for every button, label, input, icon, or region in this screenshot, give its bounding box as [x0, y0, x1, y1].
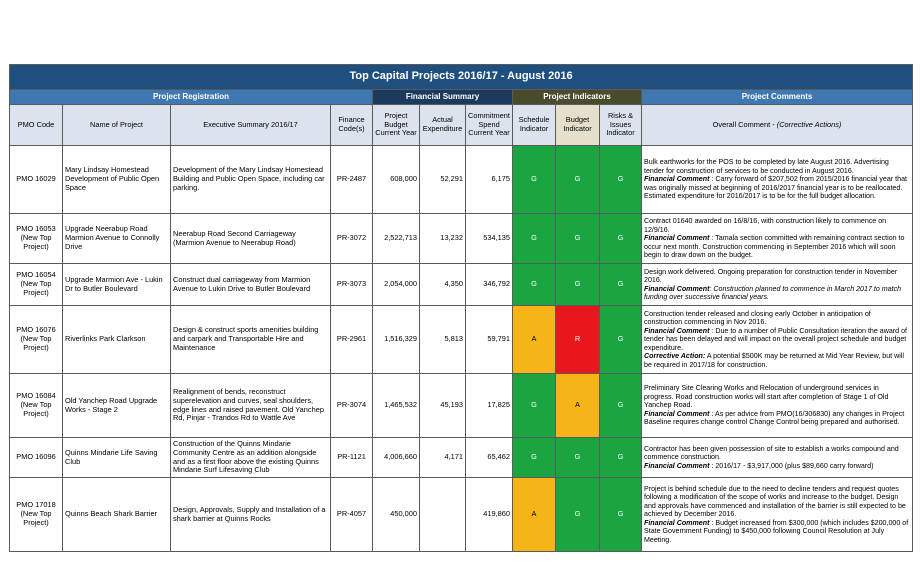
- comment-financial: [644, 327, 910, 353]
- risks-indicator: G: [600, 306, 642, 374]
- pmo-code: PMO 16054 (New Top Project): [10, 264, 63, 306]
- table-row: [10, 146, 913, 214]
- project-name: Quinns Mindarie Life Saving Club: [63, 438, 171, 478]
- project-name: Old Yanchep Road Upgrade Works - Stage 2: [63, 374, 171, 438]
- overall-comment: [642, 438, 913, 478]
- financial-comment-label: Financial Comment: [644, 234, 710, 243]
- budget-indicator: R: [556, 306, 600, 374]
- commitment-spend: 419,860: [466, 478, 513, 552]
- project-rows: [10, 146, 913, 552]
- schedule-indicator: A: [513, 478, 556, 552]
- pmo-code: PMO 16084 (New Top Project): [10, 374, 63, 438]
- commitment-spend: 17,825: [466, 374, 513, 438]
- col-schedule-indicator: Schedule Indicator: [513, 105, 556, 146]
- financial-comment-label: Financial Comment: [644, 518, 710, 527]
- budget-indicator: G: [556, 478, 600, 552]
- executive-summary: Construction of the Quinns Mindarie Community Centre as an addition alongside and as a first floor above the existing Quinns Mindarie Surf Lifesaving Club: [171, 438, 331, 478]
- col-commitment-spend: Commitment Spend Current Year: [466, 105, 513, 146]
- budget-indicator: A: [556, 374, 600, 438]
- finance-code: PR-3072: [331, 214, 373, 264]
- financial-comment-label: Financial Comment: [644, 175, 710, 184]
- actual-expenditure: 5,813: [420, 306, 466, 374]
- col-project-budget: Project Budget Current Year: [373, 105, 420, 146]
- budget-indicator: G: [556, 214, 600, 264]
- comment-financial: [644, 410, 910, 427]
- group-project-registration: Project Registration: [10, 90, 373, 105]
- financial-comment-label: Financial Comment: [644, 326, 710, 335]
- project-name: Upgrade Marmion Ave - Lukin Dr to Butler Boulevard: [63, 264, 171, 306]
- financial-comment-text: : Budget increased from $300,000 (which includes $200,000 of State Government Funding) to $450,000 following Council Resolution at July Meeting.: [644, 518, 909, 544]
- project-budget: 1,465,532: [373, 374, 420, 438]
- pmo-code: PMO 17018 (New Top Project): [10, 478, 63, 552]
- table-row: [10, 438, 913, 478]
- corrective-actions-label: (Corrective Actions): [776, 119, 842, 129]
- project-budget: 450,000: [373, 478, 420, 552]
- pmo-code: PMO 16096: [10, 438, 63, 478]
- col-overall-comment: [642, 105, 913, 146]
- overall-comment: [642, 478, 913, 552]
- overall-comment: [642, 264, 913, 306]
- schedule-indicator: G: [513, 438, 556, 478]
- financial-comment-label: Financial Comment: [644, 461, 710, 470]
- risks-indicator: G: [600, 146, 642, 214]
- comment-progress: Contract 01640 awarded on 16/8/16, with construction likely to commence on 12/9/16.: [644, 217, 887, 234]
- finance-code: PR-2487: [331, 146, 373, 214]
- commitment-spend: 65,462: [466, 438, 513, 478]
- col-project-name: Name of Project: [63, 105, 171, 146]
- finance-code: PR-3073: [331, 264, 373, 306]
- comment-progress: Preliminary Site Clearing Works and Relocation of underground services in progress. Road construction works will start after completion of Stage 1 of Old Yanchep Road.: [644, 384, 889, 410]
- comment-progress: Contractor has been given possession of site to establish a works compound and commence construction.: [644, 444, 899, 462]
- schedule-indicator: A: [513, 306, 556, 374]
- executive-summary: Realignment of bends, reconstruct superelevation and curves, seal shoulders, edge lines and raised pavement. Old Yanchep Rd, Pinjar - Trandos Rd to Wattle Ave: [171, 374, 331, 438]
- financial-comment-italic: : Construction planned to commence in March 2017 to match funding over successive financial years.: [644, 284, 902, 301]
- group-financial-summary: Financial Summary: [373, 90, 513, 105]
- budget-indicator: G: [556, 438, 600, 478]
- col-budget-indicator: Budget Indicator: [556, 105, 600, 146]
- corrective-action-text: A potential $500K may be returned at Mid Year Review, but will be required in 2017/18 for construction.: [644, 352, 904, 369]
- finance-code: PR-2961: [331, 306, 373, 374]
- executive-summary: Design, Approvals, Supply and Installation of a shark barrier at Quinns Rocks: [171, 478, 331, 552]
- executive-summary: Development of the Mary Lindsay Homestead Building and Public Open Space, including car parking.: [171, 146, 331, 214]
- actual-expenditure: 45,193: [420, 374, 466, 438]
- schedule-indicator: G: [513, 264, 556, 306]
- risks-indicator: G: [600, 438, 642, 478]
- corrective-action-label: Corrective Action:: [644, 352, 706, 361]
- comment-progress: Design work delivered. Ongoing preparation for construction tender in November 2016.: [644, 267, 898, 284]
- overall-comment: [642, 214, 913, 264]
- commitment-spend: 59,791: [466, 306, 513, 374]
- finance-code: PR-3074: [331, 374, 373, 438]
- group-project-comments: Project Comments: [642, 90, 913, 105]
- finance-code: PR-4057: [331, 478, 373, 552]
- report-title: Top Capital Projects 2016/17 - August 2016: [10, 65, 913, 90]
- comment-financial: [644, 462, 910, 471]
- comment-progress: Project is behind schedule due to the need to decline tenders and request quotes following a modification of the scope of works and increase to the budget. Design and approvals have commenced and installation of the barrier is still expected to be achieved by December 2016.: [644, 484, 906, 519]
- commitment-spend: 534,135: [466, 214, 513, 264]
- comment-financial: [644, 519, 910, 545]
- table-row: [10, 306, 913, 374]
- risks-indicator: G: [600, 264, 642, 306]
- pmo-code: PMO 16053 (New Top Project): [10, 214, 63, 264]
- financial-comment-text: : Due to a number of Public Consultation iteration the award of tender has been delayed and will impact on the overall project schedule and budget expenditure.: [644, 326, 907, 352]
- financial-comment-text: : 2016/17 - $3,917,000 (plus $89,660 carry forward): [709, 461, 874, 470]
- schedule-indicator: G: [513, 214, 556, 264]
- actual-expenditure: 4,350: [420, 264, 466, 306]
- table-row: [10, 214, 913, 264]
- actual-expenditure: [420, 478, 466, 552]
- capital-projects-table: [9, 64, 913, 552]
- finance-code: PR-1121: [331, 438, 373, 478]
- project-budget: 2,522,713: [373, 214, 420, 264]
- project-name: Riverlinks Park Clarkson: [63, 306, 171, 374]
- risks-indicator: G: [600, 374, 642, 438]
- project-budget: 4,006,660: [373, 438, 420, 478]
- budget-indicator: G: [556, 146, 600, 214]
- executive-summary: Construct dual carriageway from Marmion Avenue to Lukin Drive to Butler Boulevard: [171, 264, 331, 306]
- col-finance-code: Finance Code(s): [331, 105, 373, 146]
- col-actual-expenditure: Actual Expenditure: [420, 105, 466, 146]
- overall-comment: [642, 374, 913, 438]
- schedule-indicator: G: [513, 374, 556, 438]
- group-project-indicators: Project Indicators: [513, 90, 642, 105]
- comment-progress: Bulk earthworks for the POS to be completed by late August 2016. Advertising tender for construction of services to be conducted in August 2016.: [644, 158, 889, 175]
- executive-summary: Design & construct sports amenities building and carpark and Transportable Hire and Maintenance: [171, 306, 331, 374]
- overall-comment: [642, 306, 913, 374]
- comment-progress: Construction tender released and closing early October in anticipation of construction commencing in Nov 2016.: [644, 309, 871, 327]
- actual-expenditure: 4,171: [420, 438, 466, 478]
- table-row: [10, 478, 913, 552]
- comment-financial: [644, 175, 910, 201]
- project-name: Quinns Beach Shark Barrier: [63, 478, 171, 552]
- executive-summary: Neerabup Road Second Carriageway (Marmion Avenue to Neerabup Road): [171, 214, 331, 264]
- overall-comment: [642, 146, 913, 214]
- project-name: Mary Lindsay Homestead Development of Public Open Space: [63, 146, 171, 214]
- budget-indicator: G: [556, 264, 600, 306]
- actual-expenditure: 13,232: [420, 214, 466, 264]
- risks-indicator: G: [600, 214, 642, 264]
- overall-comment-label: Overall Comment -: [712, 119, 777, 129]
- table-row: [10, 374, 913, 438]
- project-name: Upgrade Neerabup Road Marmion Avenue to Connolly Drive: [63, 214, 171, 264]
- comment-corrective: [644, 352, 910, 369]
- risks-indicator: G: [600, 478, 642, 552]
- financial-comment-text: : As per advice from PMO(16/306830) any changes in Project Baseline requires change control Change Control being prepared and authorised.: [644, 409, 905, 427]
- comment-financial: [644, 234, 910, 260]
- col-risks-indicator: Risks & Issues Indicator: [600, 105, 642, 146]
- financial-comment-label: Financial Comment: [644, 284, 710, 293]
- pmo-code: PMO 16029: [10, 146, 63, 214]
- schedule-indicator: G: [513, 146, 556, 214]
- project-budget: 1,516,329: [373, 306, 420, 374]
- commitment-spend: 6,175: [466, 146, 513, 214]
- table-row: [10, 264, 913, 306]
- comment-financial: [644, 285, 910, 302]
- financial-comment-text: : Tamala section committed with remaining contract section to occur next month. Construction commencing in September 2016 which will soon begin to draw down on the budget.: [644, 234, 905, 260]
- project-budget: 2,054,000: [373, 264, 420, 306]
- actual-expenditure: 52,291: [420, 146, 466, 214]
- col-pmo-code: PMO Code: [10, 105, 63, 146]
- commitment-spend: 346,792: [466, 264, 513, 306]
- financial-comment-label: Financial Comment: [644, 409, 710, 418]
- col-executive-summary: Executive Summary 2016/17: [171, 105, 331, 146]
- financial-comment-text: : Carry forward of $207,502 from 2015/2016 financial year that was originally missed at beginning of 2016/2017 financial year is to be reallocated. Estimated expenditure for 2016/2017 is to be for the full budget allocation.: [644, 175, 907, 201]
- project-budget: 608,000: [373, 146, 420, 214]
- pmo-code: PMO 16076 (New Top Project): [10, 306, 63, 374]
